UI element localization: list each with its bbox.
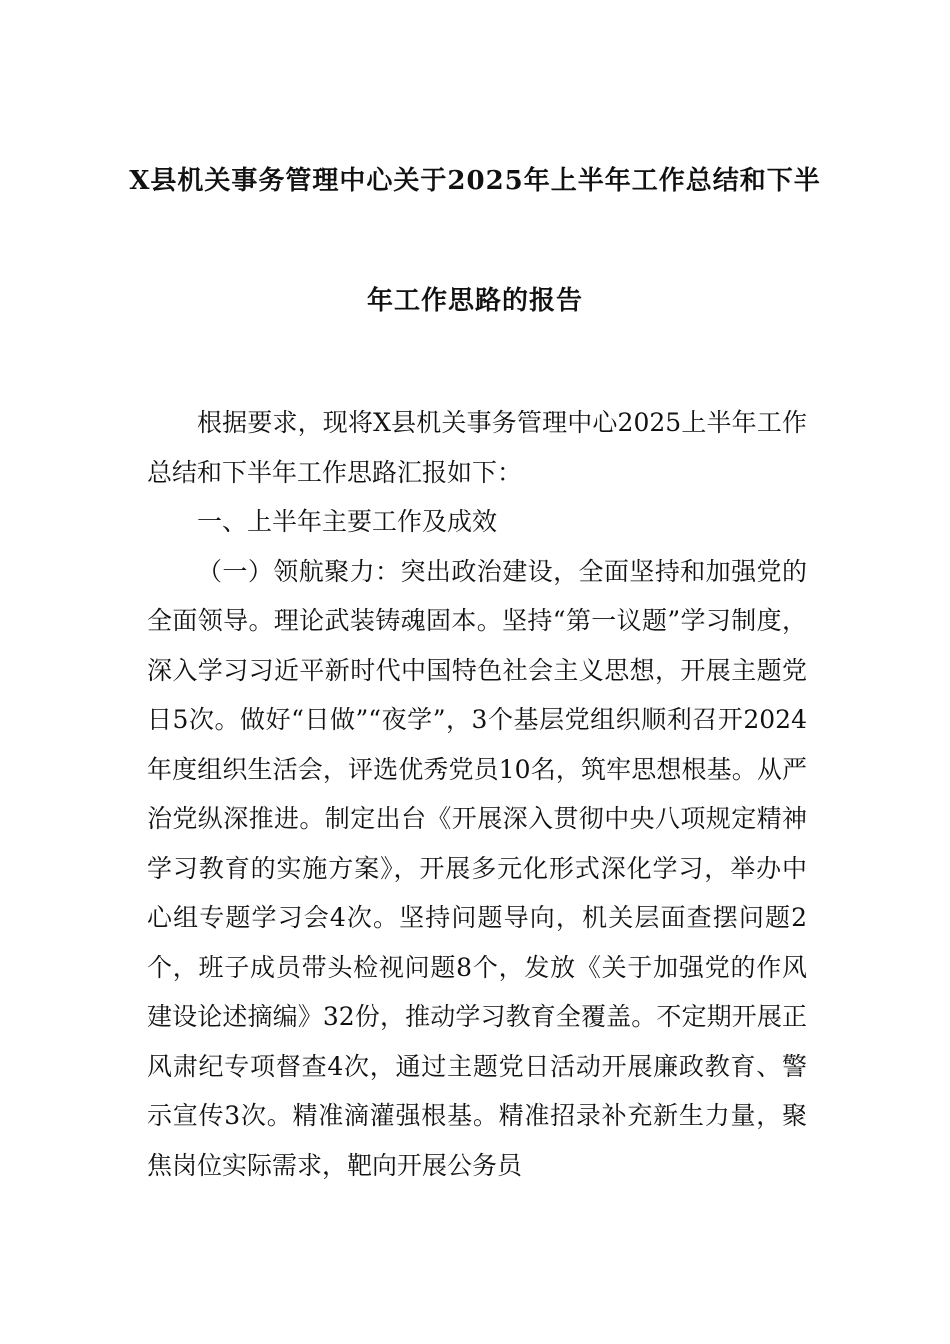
- intro-paragraph: 根据要求，现将X县机关事务管理中心2025上半年工作总结和下半年工作思路汇报如下：: [147, 408, 807, 487]
- document-body: [147, 398, 807, 1190]
- document-title-line-1: X县机关事务管理中心关于2025年上半年工作总结和下半: [129, 166, 821, 196]
- section-1-heading: 一、上半年主要工作及成效: [197, 507, 498, 536]
- document-title-line-2: 年工作思路的报告: [366, 286, 583, 316]
- section-1-paragraph-1: （一）领航聚力：突出政治建设，全面坚持和加强党的全面领导。理论武装铸魂固本。坚持“第一议题”学习制度，深入学习习近平新时代中国特色社会主义思想，开展主题党日5次。做好“日做”“夜学”，3个基层党组织顺利召开2024年度组织生活会，评选优秀党员10名，筑牢思想根基。从严治党纵深推进。制定出台《开展深入贯彻中央八项规定精神学习教育的实施方案》，开展多元化形式深化学习，举办中心组专题学习会4次。坚持问题导向，机关层面查摆问题2个，班子成员带头检视问题8个，发放《关于加强党的作风建设论述摘编》32份，推动学习教育全覆盖。不定期开展正风肃纪专项督查4次，通过主题党日活动开展廉政教育、警示宣传3次。精准滴灌强根基。精准招录补充新生力量，聚焦岗位实际需求，靶向开展公务员: [147, 556, 807, 1180]
